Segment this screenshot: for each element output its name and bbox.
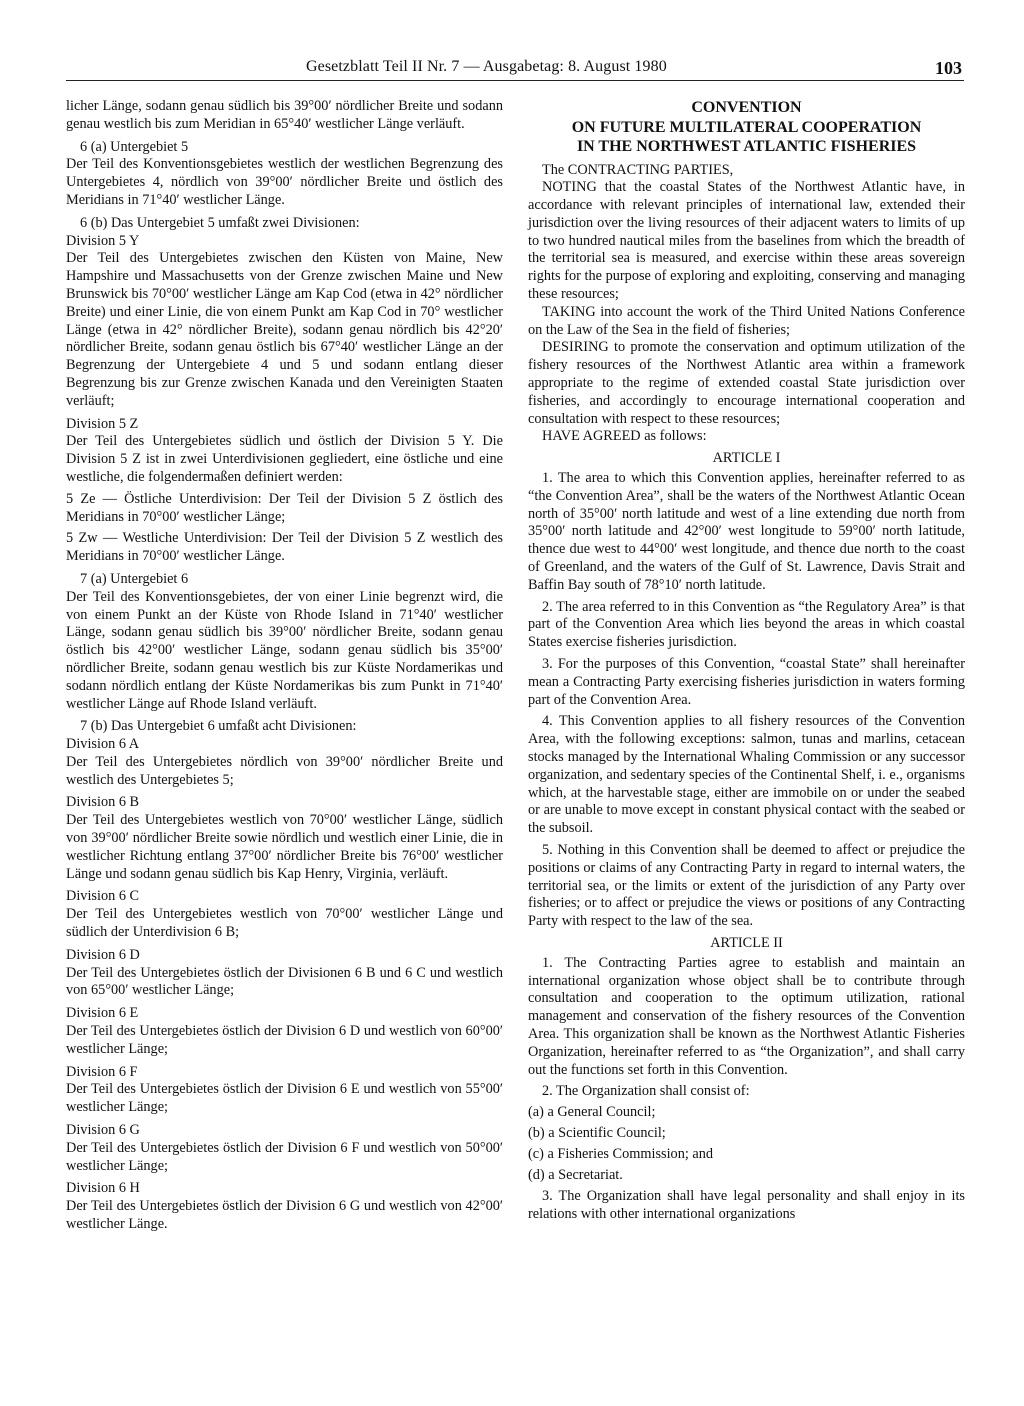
title-line: IN THE NORTHWEST ATLANTIC FISHERIES [576,138,917,155]
paragraph: 2. The area referred to in this Convention as “the Regulatory Area” is that part of the Convention Area which lies beyond the areas in which coastal States exercise fisheries jurisdiction. [528,598,965,651]
section-label: 6 (b) Das Untergebiet 5 umfaßt zwei Divisionen: [80,214,360,231]
paragraph: 5. Nothing in this Convention shall be deemed to affect or prejudice the positions or claims of any Contracting Party in regard to internal waters, the territorial sea, or the limits or extent of the jurisdiction of any Party over fisheries; or to affect or prejudice the views or positions of any Contracting Party with respect to the law of the sea. [528,841,965,930]
division-label: Division 6 E [66,1005,139,1022]
paragraph: NOTING that the coastal States of the Northwest Atlantic have, in accordance with relevant principles of international law, extended their jurisdiction over the living resources of their adjacent waters to limits of up to two hundred nautical miles from the baselines from which the breadth of the territorial sea is measured, and exercise within these areas sovereign rights for the purpose of exploring and exploiting, conserving and managing these resources; [528,179,965,303]
paragraph: HAVE AGREED as follows: [542,428,707,445]
paragraph: Der Teil des Untergebietes östlich der Divisionen 6 B und 6 C und westlich von 65°00′ westlicher Länge; [66,964,503,999]
paragraph: The CONTRACTING PARTIES, [542,161,734,178]
left-column [66,98,503,1234]
section-label: 7 (a) Untergebiet 6 [80,570,189,587]
paragraph: Der Teil des Untergebietes östlich der Division 6 F und westlich von 50°00′ westlicher Länge; [66,1139,503,1174]
paragraph: 5 Ze — Östliche Unterdivision: Der Teil der Division 5 Z östlich des Meridians in 70°00′ westlicher Länge; [66,490,503,525]
paragraph: Der Teil des Untergebietes nördlich von 39°00′ nördlicher Breite und westlich des Untergebietes 5; [66,753,503,788]
division-label: Division 6 D [66,946,140,963]
right-column [528,98,965,1224]
paragraph: 4. This Convention applies to all fishery resources of the Convention Area, with the following exceptions: salmon, tunas and marlins, cetacean stocks managed by the International Whaling Commission or any successor organization, and sedentary species of the Continental Shelf, i. e., organisms which, at the harvestable stage, either are immobile on or under the seabed or are unable to move except in constant physical contact with the seabed or the subsoil. [528,713,965,837]
paragraph: TAKING into account the work of the Third United Nations Conference on the Law of the Sea in the field of fisheries; [528,303,965,338]
convention-title [528,98,965,157]
list-item: (c) a Fisheries Commission; and [528,1145,714,1162]
paragraph: Der Teil des Untergebietes südlich und östlich der Division 5 Y. Die Division 5 Z ist in zwei Unterdivisionen gegliedert, eine östliche und eine westliche, die folgendermaßen definiert werden: [66,433,503,485]
list-item: (d) a Secretariat. [528,1166,623,1183]
paragraph: Der Teil des Konventionsgebietes westlich der westlichen Begrenzung des Untergebietes 4, nördlich von 39°00′ nördlicher Breite und östlich des Meridians in 71°40′ westlicher Länge. [66,156,503,208]
division-label: Division 5 Y [66,232,140,249]
paragraph: Der Teil des Untergebietes östlich der Division 6 G und westlich von 42°00′ westlicher Länge. [66,1198,503,1233]
paragraph: 3. For the purposes of this Convention, “coastal State” shall hereinafter mean a Contracting Party exercising fisheries jurisdiction in waters forming part of the Convention Area. [528,656,965,708]
division-label: Division 6 B [66,794,140,811]
division-label: Division 6 G [66,1122,140,1139]
article-heading: ARTICLE I [712,450,781,467]
list-item: (a) a General Council; [528,1104,656,1121]
paragraph: 1. The area to which this Convention applies, hereinafter referred to as “the Convention Area”, shall be the waters of the Northwest Atlantic Ocean north of 35°00′ north latitude and west of a line extending due north from 35°00′ north latitude and 42°00′ west longitude to 59°00′ north latitude, thence due west to 44°00′ west longitude, and thence due north to the coast of Greenland, and the waters of the Gulf of St. Lawrence, Davis Strait and Baffin Bay south of 78°10′ north latitude. [528,470,965,593]
title-line: CONVENTION [691,99,802,116]
paragraph: Der Teil des Untergebietes westlich von 70°00′ westlicher Länge, südlich von 39°00′ nördlicher Breite sowie nördlich und westlich einer Linie, die in westlicher Richtung entlang 37°00′ nördlicher Breite bis 76°00′ westlicher Länge und sodann genau südlich bis Kap Henry, Virginia, verläuft. [66,812,503,882]
paragraph: 2. The Organization shall consist of: [542,1083,750,1100]
section-label: 6 (a) Untergebiet 5 [80,138,189,155]
paragraph: DESIRING to promote the conservation and optimum utilization of the fishery resources of the Northwest Atlantic area within a framework appropriate to the regime of extended coastal State jurisdiction over fisheries, and accordingly to encourage international cooperation and consultation with respect to these resources; [528,339,965,427]
article-heading: ARTICLE II [710,934,783,951]
division-label: Division 5 Z [66,415,139,432]
paragraph: Der Teil des Untergebietes zwischen den Küsten von Maine, New Hampshire und Massachusetts von der Grenze zwischen Maine und New Brunswick bis 70°00′ westlicher Länge am Kap Cod (etwa in 42° nördlicher Breite) und einer Linie, die von einem Punkt am Kap Cod in 70° westlicher Länge (etwa in 42° nördlicher Breite), sodann genau nördlich bis 42°20′ nördlicher Breite, sodann genau östlich bis 67°40′ westlicher Länge an der Begrenzung der Untergebiete 4 und 5 und sodann entlang dieser Begrenzung bis zur Grenze zwischen Kanada und den Vereinigten Staaten verläuft; [66,250,503,409]
division-label: Division 6 H [66,1180,140,1197]
page-header [66,58,964,82]
paragraph: 1. The Contracting Parties agree to establish and maintain an international organization whose object shall be to contribute through consultation and cooperation to the optimum utilization, rational management and conservation of the fishery resources of the Convention Area. This organization shall be known as the Northwest Atlantic Fisheries Organization, hereinafter referred to as “the Organization”, and shall carry out the functions set forth in this Convention. [528,954,965,1078]
paragraph: licher Länge, sodann genau südlich bis 39°00′ nördlicher Breite und sodann genau westlich bis zum Meridian in 65°40′ westlicher Länge verläuft. [66,98,503,132]
paragraph: 3. The Organization shall have legal personality and shall enjoy in its relations with other international organizations [528,1188,965,1223]
paragraph: Der Teil des Untergebietes östlich der Division 6 D und westlich von 60°00′ westlicher Länge; [66,1023,503,1057]
paragraph: Der Teil des Konventionsgebietes, der von einer Linie begrenzt wird, die von einem Punkt an der Küste von Rhode Island in 71°40′ westlicher Länge, sodann genau südlich bis 39°00′ nördlicher Breite, sodann genau östlich bis 42°00′ westlicher Länge, sodann genau südlich bis 35°00′ nördlicher Breite, sodann genau westlich bis zur Küste Nordamerikas und sodann nördlich entlang der Küste Nordamerikas bis zum Punkt in 71°40′ westlicher Länge auf Rhode Island verläuft. [66,588,503,712]
paragraph: 5 Zw — Westliche Unterdivision: Der Teil der Division 5 Z westlich des Meridians in 70°00′ westlicher Länge. [66,530,503,565]
division-label: Division 6 F [66,1063,138,1080]
title-line: ON FUTURE MULTILATERAL COOPERATION [571,118,922,136]
header-rule [66,80,964,81]
paragraph: Der Teil des Untergebietes westlich von 70°00′ westlicher Länge und südlich der Unterdivision 6 B; [66,906,503,941]
paragraph: Der Teil des Untergebietes östlich der Division 6 E und westlich von 55°00′ westlicher Länge; [66,1081,503,1116]
list-item: (b) a Scientific Council; [528,1124,666,1141]
header-title: Gesetzblatt Teil II Nr. 7 — Ausgabetag: 8. August 1980 [306,58,667,75]
section-label: 7 (b) Das Untergebiet 6 umfaßt acht Divisionen: [80,718,357,735]
division-label: Division 6 A [66,736,140,753]
division-label: Division 6 C [66,888,140,905]
page-number: 103 [935,58,962,78]
